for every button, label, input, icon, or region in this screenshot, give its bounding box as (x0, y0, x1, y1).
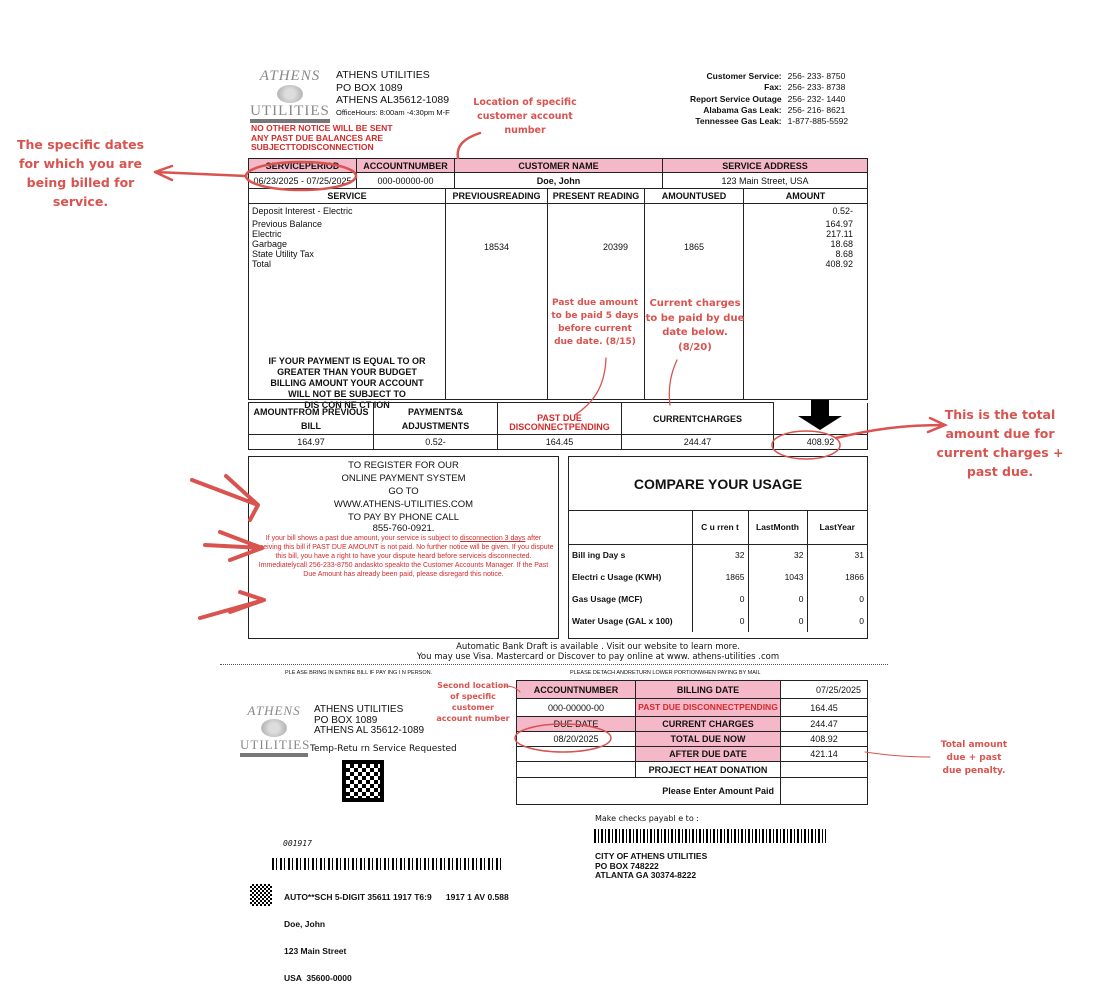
annotation-past-due: Past due amount to be paid 5 days before current due date. (8/15) (551, 298, 639, 347)
col-current: C u rren t (692, 511, 748, 544)
stub-account-number: 000-00000-00 (517, 699, 636, 717)
arrow-account-icon (458, 133, 480, 158)
contact-value: 1-877-885-5592 (787, 116, 849, 127)
stub-city: ATHENS AL 35612-1089 (314, 725, 425, 736)
arrow-current-icon (669, 360, 677, 405)
usage-row-label: Electri c Usage (KWH) (569, 566, 692, 588)
policy-text: after receiving this bill if PAST DUE AMOUNT is not paid. No further notice will be given. If you dispute this bill, you have a right to have your dispute heard before serviceis disconnected. Immediatelycall 256-233-8750 andaskto speakto the Customer Accounts Manager. If the Past Due Amount has already been paid, please disregard this notice. (253, 535, 554, 578)
arrow-left-2-icon (205, 532, 262, 560)
budget-line: WILL NOT BE SUBJECT TO (288, 389, 406, 399)
current-charges-label: CURRENT CHARGES (636, 717, 781, 732)
mail-addr-line: 123 Main Street (284, 946, 347, 956)
service-period: 06/23/2025 - 07/25/2025 (249, 173, 357, 189)
logo-top-text: ATHENS (259, 68, 321, 84)
budget-line: GREATER THAN YOUR BUDGET (277, 367, 417, 377)
amount-paid-label: Please Enter Amount Paid (517, 778, 781, 805)
header-amount-used: AMOUNTUSED (645, 189, 744, 204)
service-item: Electric (252, 229, 282, 239)
detach-note: PLEASE DETACH ANDRETURN LOWER PORTIONWHEN PAYING BY MAIL (570, 670, 761, 676)
arrow-penalty-icon (865, 752, 930, 757)
due-date-label: DUE DATE (517, 717, 636, 732)
budget-line: BILLING AMOUNT YOUR ACCOUNT (270, 378, 424, 388)
header-service-address: SERVICE ADDRESS (663, 159, 868, 173)
arrow-dates-icon (155, 166, 246, 180)
amount-value: 0.52- (832, 206, 853, 216)
header-account-number: ACCOUNTNUMBER (357, 159, 455, 173)
contact-value: 256- 232- 1440 (787, 93, 846, 104)
arrow-total-icon (836, 418, 945, 438)
usage-value: 1866 (807, 566, 867, 588)
usage-row-label: Water Usage (GAL x 100) (569, 610, 692, 632)
card-payment-note: You may use Visa. Mastercard or Discover to pay online at www. athens-utilities .com (416, 652, 780, 662)
annotation-dates: The specific dates for which you are being billed for service. (16, 137, 145, 209)
annotation-second-account: Second location of specific customer account number (436, 681, 510, 723)
contact-value: 256- 233- 8750 (787, 71, 846, 81)
company-name: ATHENS UTILITIES (336, 69, 430, 81)
past-due-label: PAST DUE DISCONNECTPENDING (636, 699, 781, 717)
annotation-penalty: Total amount due + past due penalty. (940, 740, 1008, 776)
service-item: Previous Balance (252, 219, 323, 229)
current-charges-value: 244.47 (781, 717, 868, 732)
circle-service-period (246, 162, 356, 190)
total-due-value: 408.92 (781, 732, 868, 747)
arrow-left-1-icon (192, 476, 258, 520)
arrow-left-3-icon (200, 592, 264, 618)
annotation-total: This is the total amount due for current charges + past due. (936, 407, 1064, 479)
amount-value: 217.11 (826, 229, 853, 239)
bank-draft-note: Automatic Bank Draft is available . Visit our website to learn more. (456, 642, 740, 652)
due-date-value: 08/20/2025 (517, 732, 636, 747)
logo-bottom-text: UTILITIES (250, 103, 330, 123)
phone-number: 855-760-0921. (372, 523, 435, 534)
usage-row-label: Gas Usage (MCF) (569, 588, 692, 610)
service-item: Deposit Interest - Electric (252, 206, 353, 216)
billing-date-value: 07/25/2025 (781, 681, 868, 699)
notice-line: ANY PAST DUE BALANCES ARE (251, 132, 384, 143)
payee-line: PO BOX 748222 (595, 860, 659, 871)
contact-label: Tennessee Gas Leak: (695, 116, 782, 127)
header-service: SERVICE (249, 189, 446, 204)
amount-used: 1865 (645, 204, 744, 400)
arrow-second-account-icon (505, 686, 520, 692)
header-current-charges: CURRENTCHARGES (622, 403, 774, 435)
current-charges-amount: 244.47 (622, 435, 774, 450)
service-item: State Utility Tax (252, 249, 314, 259)
contact-label: Alabama Gas Leak: (703, 104, 782, 115)
usage-value: 0 (692, 610, 748, 632)
total-amount: 408.92 (774, 435, 868, 450)
usage-value: 32 (692, 544, 748, 566)
annotation-account: Location of specific customer account number (473, 97, 577, 136)
stub-account-label: ACCOUNTNUMBER (517, 681, 636, 699)
contact-label: Customer Service: (706, 71, 782, 81)
usage-value: 0 (748, 588, 807, 610)
usage-value: 0 (692, 588, 748, 610)
amount-value: 164.97 (825, 219, 853, 229)
stub-company: ATHENS UTILITIES (314, 704, 404, 715)
po-box: PO BOX 1089 (336, 81, 403, 94)
account-number: 000-00000-00 (357, 173, 455, 189)
make-checks-label: Make checks payabl e to : (595, 814, 699, 823)
logo-top-text: ATHENS (247, 703, 301, 718)
previous-reading: 18534 (446, 204, 548, 400)
present-reading: 20399 (548, 204, 645, 400)
contact-value: 256- 233- 8738 (787, 82, 846, 93)
policy-emphasis: disconnection 3 days (459, 535, 526, 542)
contact-label: Fax: (764, 82, 782, 93)
budget-line: DIS CON NE CT ION (304, 400, 390, 410)
header-past-due: PAST DUE DISCONNECTPENDING (498, 403, 622, 435)
payee-line: ATLANTA GA 30374-8222 (595, 870, 697, 880)
header-service-period: SERVICEPERIOD (249, 159, 357, 173)
circle-due-date (515, 724, 611, 752)
header-customer-name: CUSTOMER NAME (455, 159, 663, 173)
payee-line: CITY OF ATHENS UTILITIES (595, 851, 708, 861)
usage-title: COMPARE YOUR USAGE (569, 457, 867, 511)
after-due-label: AFTER DUE DATE (636, 747, 781, 762)
office-hours: OfficeHours: 8:00am -4:30pm M-F (336, 107, 450, 117)
website-link[interactable]: WWW.ATHENS-UTILITIES.COM (333, 499, 474, 510)
usage-value: 0 (807, 588, 867, 610)
arrow-past-due-icon (575, 358, 606, 415)
notice-line: NO OTHER NOTICE WILL BE SENT (251, 123, 393, 133)
usage-value: 31 (807, 544, 867, 566)
notice-line: SUBJECTTODISCONNECTION (251, 142, 374, 152)
amount-value: 8.68 (835, 249, 853, 259)
usage-value: 0 (807, 610, 867, 632)
usage-row-label: Bill ing Day s (569, 544, 692, 566)
previous-bill-amount: 164.97 (249, 435, 374, 450)
payments-amount: 0.52- (374, 435, 498, 450)
payment-info-line: GO TO (388, 486, 419, 497)
usage-value: 0 (748, 610, 807, 632)
amount-value: 18.68 (830, 239, 853, 249)
usage-value: 32 (748, 544, 807, 566)
mail-sort-line: AUTO**SCH 5-DIGIT 35611 1917 T6:9 1917 1 AV 0.588 (284, 892, 509, 902)
policy-text: If your bill shows a past due amount, your service is subject to (265, 535, 460, 542)
usage-value: 1043 (748, 566, 807, 588)
header-payments-adjustments: PAYMENTS& ADJUSTMENTS (374, 403, 498, 435)
circle-total (772, 431, 840, 459)
col-last-year: LastYear (807, 511, 867, 544)
past-due-amount: 164.45 (498, 435, 622, 450)
service-address: 123 Main Street, USA (663, 173, 868, 189)
customer-name: Doe, John (455, 173, 663, 189)
header-previous-bill: AMOUNTFROM PREVIOUS BILL (249, 403, 374, 435)
contact-value: 256- 216- 8621 (787, 104, 846, 115)
after-due-value: 421.14 (781, 747, 868, 762)
mail-addr-line: Doe, John (284, 919, 326, 929)
header-amount: AMOUNT (744, 189, 868, 204)
company-city: ATHENS AL35612-1089 (336, 94, 450, 106)
billing-date-label: BILLING DATE (636, 681, 781, 699)
col-last-month: LastMonth (748, 511, 807, 544)
past-due-value: 164.45 (781, 699, 868, 717)
sequence-number: 001917 (283, 839, 312, 848)
bring-in-note: PLE ASE BRING IN ENTIRE BILL IF PAY ING I N PERSON. (285, 670, 433, 676)
total-due-label: TOTAL DUE NOW (636, 732, 781, 747)
return-service-text: Temp-Retu rn Service Requested (310, 744, 457, 754)
usage-value: 1865 (692, 566, 748, 588)
payment-info-line: ONLINE PAYMENT SYSTEM (341, 473, 466, 484)
mail-addr-line: USA 35600-0000 (284, 973, 352, 983)
header-present-reading: PRESENT READING (548, 189, 645, 204)
payment-info-line: TO PAY BY PHONE CALL (347, 512, 460, 523)
annotation-current: Current charges to be paid by due date below. (8/20) (645, 298, 745, 353)
heat-donation-label: PROJECT HEAT DONATION (636, 762, 781, 778)
payment-info-line: TO REGISTER FOR OUR (348, 460, 459, 471)
service-item: Garbage (252, 239, 288, 249)
stub-po-box: PO BOX 1089 (314, 714, 378, 726)
header-previous-reading: PREVIOUSREADING (446, 189, 548, 204)
service-item: Total (252, 259, 272, 269)
budget-line: IF YOUR PAYMENT IS EQUAL TO OR (268, 356, 426, 366)
amount-value: 408.92 (825, 259, 853, 269)
logo-bottom-text: UTILITIES (240, 737, 308, 757)
contact-label: Report Service Outage (690, 93, 782, 104)
